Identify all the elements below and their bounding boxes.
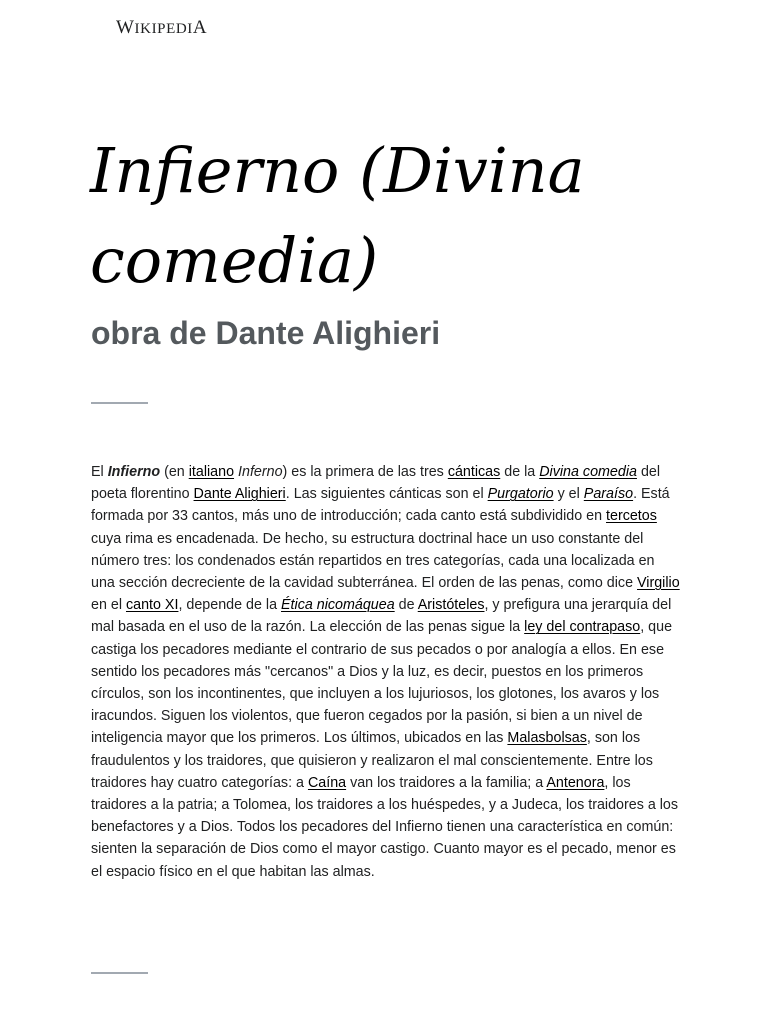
article-text: del poeta florentino: [91, 464, 661, 503]
wikipedia-logo[interactable]: [116, 17, 207, 39]
link-divina-comedia-label: Divina comedia: [539, 464, 637, 480]
article-text: , son los fraudulentos y los traidores, que quisieron y realizaron el mal conscientemente. Entre los traidores hay cuatro categorías: a: [91, 730, 653, 791]
logo-letter-first: W: [116, 17, 135, 38]
link-etica-nicomaquea[interactable]: [281, 597, 395, 613]
article-text: de: [394, 597, 418, 614]
article-text: (en: [160, 464, 189, 480]
link-purgatorio[interactable]: [488, 486, 554, 502]
article-text: . Las siguientes cánticas son el: [285, 486, 488, 503]
link-malasbolsas[interactable]: Malasbolsas: [507, 730, 587, 747]
link-canto-xi[interactable]: canto XI: [125, 597, 179, 614]
article-text: van los traidores a la familia; a: [346, 774, 547, 791]
link-canticas[interactable]: cánticas: [447, 464, 501, 480]
link-ley-del-contrapaso[interactable]: ley del contrapaso: [524, 619, 641, 636]
article-text: y el: [553, 486, 584, 503]
link-purgatorio-label: Purgatorio: [487, 486, 554, 503]
section-divider-top: [91, 402, 148, 404]
logo-letters-middle: IKIPEDI: [134, 21, 193, 37]
article-paragraph: [91, 461, 681, 883]
article-text: de la: [500, 464, 540, 480]
page-title: Infierno (Divina comedia): [90, 134, 585, 297]
link-caina[interactable]: Caína: [307, 774, 347, 791]
article-subject-bold: Infierno: [107, 464, 161, 480]
article-text: , los traidores a la patria; a Tolomea, los traidores a los huéspedes, y a Judeca, los traidores a los benefactores y a Dios. Todos los pecadores del Infierno tienen una característica en común: sienten la separación de Dios como el mayor castigo. Cuanto mayor es el pecado, menor es el espacio físico en el que habitan las almas.: [91, 774, 679, 880]
link-antenora[interactable]: Antenora: [546, 774, 605, 791]
link-virgilio[interactable]: Virgilio: [637, 575, 680, 592]
section-divider-bottom: [91, 972, 148, 974]
link-paraiso[interactable]: [584, 486, 633, 502]
article-text: . Está formada por 33 cantos, más uno de introducción; cada canto está subdividido en: [91, 486, 670, 525]
link-dante-alighieri[interactable]: Dante Alighieri: [193, 486, 286, 503]
article-text: , y prefigura una jerarquía del mal basada en el uso de la razón. La elección de las penas sigue la: [91, 597, 672, 636]
link-italiano[interactable]: italiano: [188, 464, 235, 480]
link-divina-comedia[interactable]: [539, 464, 637, 480]
article-text: , que castiga los pecadores mediante el contrario de sus pecados o por analogía a ellos. En ese sentido los pecadores más "cercanos" a Dios y la luz, es decir, puestos en los primeros círculos, son los incontinentes, que incluyen a los lujuriosos, los glotones, los avaros y los iracundos. Siguen los violentos, que fueron cegados por la pasión, si bien a un nivel de inteligencia mayor que los primeros. Los últimos, ubicados en las: [91, 619, 673, 747]
article-text: , depende de la: [178, 597, 282, 614]
article-text: cuya rima es encadenada. De hecho, su estructura doctrinal hace un uso constante del número tres: los condenados están repartidos en tres categorías, cada una localizada en una sección decreciente de la cavidad subterránea. El orden de las penas, como dice: [91, 530, 655, 592]
article-text: ) es la primera de las tres: [282, 464, 448, 480]
logo-letter-last: A: [192, 17, 208, 38]
link-aristoteles[interactable]: Aristóteles: [417, 597, 485, 614]
article-text: en el: [91, 597, 126, 614]
link-tercetos[interactable]: tercetos: [606, 508, 657, 525]
page-subtitle: obra de Dante Alighieri: [91, 315, 441, 351]
link-etica-nicomaquea-label: Ética nicomáquea: [281, 597, 395, 614]
article-text: El: [91, 464, 108, 480]
article-italic-term: Inferno: [238, 464, 283, 480]
link-paraiso-label: Paraíso: [583, 486, 634, 503]
